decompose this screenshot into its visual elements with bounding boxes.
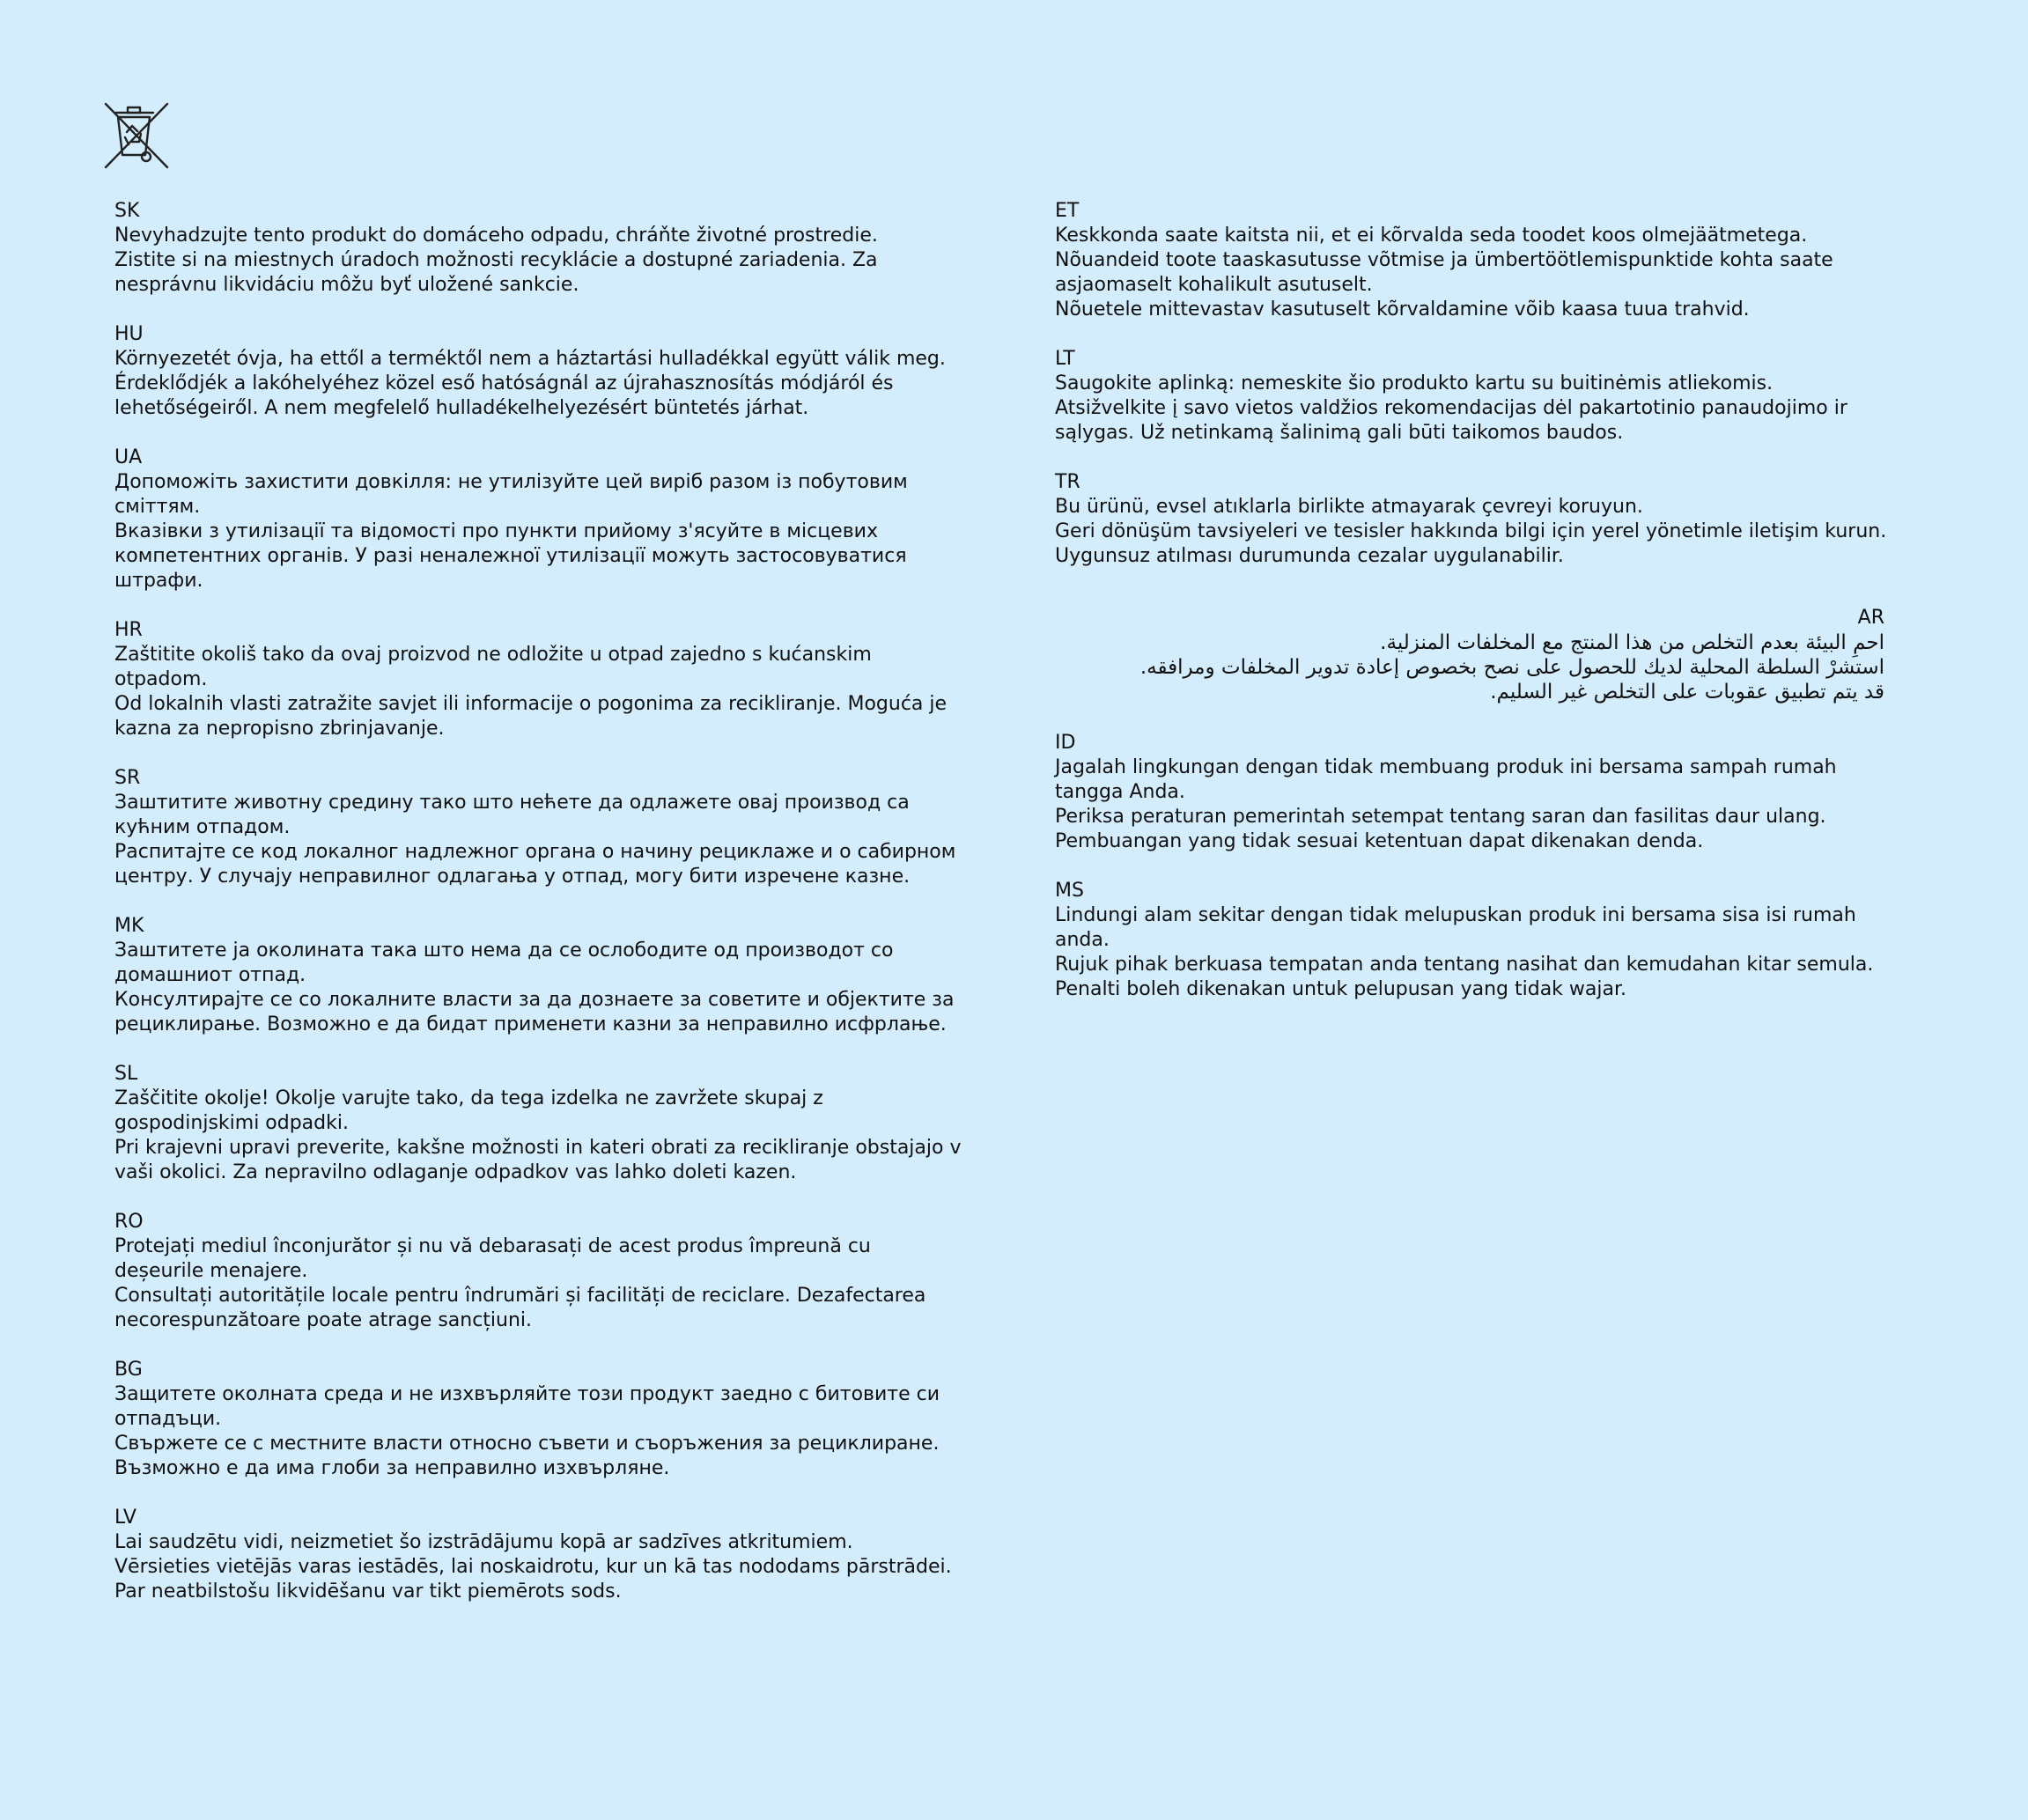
section-tr — [1055, 470, 1900, 569]
text-line: قد يتم تطبيق عقوبات على التخلص غير السليم. — [1490, 681, 1884, 704]
text-line: Érdeklődjék a lakóhelyéhez közel eső hatóságnál az újrahasznosítás módjáról és — [114, 372, 894, 394]
text-line: Saugokite aplinką: nemeskite šio produkto kartu su buitinėmis atliekomis. — [1055, 372, 1774, 394]
text-line: Uygunsuz atılması durumunda cezalar uygulanabilir. — [1055, 545, 1564, 567]
text-line: рециклирање. Возможно е да бидат применети казни за неправилно исфрлање. — [114, 1013, 947, 1035]
text-line: deșeurile menajere. — [114, 1260, 308, 1282]
language-code: TR — [1055, 471, 1080, 493]
text-line: otpadom. — [114, 668, 208, 690]
text-line: Nevyhadzujte tento produkt do domáceho odpadu, chráňte životné prostredie. — [114, 225, 878, 247]
language-code: RO — [114, 1211, 144, 1233]
language-code: ET — [1055, 200, 1080, 222]
text-line: Penalti boleh dikenakan untuk pelupusan yang tidak wajar. — [1055, 978, 1626, 1000]
text-line: Заштитете ја околината така што нема да се ослободите од производот со — [114, 939, 894, 962]
text-line: Защитете околната среда и не изхвърляйте този продукт заедно с битовите си — [114, 1383, 940, 1405]
text-line: домашниот отпад. — [114, 964, 306, 986]
text-line: Pri krajevni upravi preverite, kakšne možnosti in kateri obrati za recikliranje obstajajo v — [114, 1137, 962, 1159]
text-line: Rujuk pihak berkuasa tempatan anda tentang nasihat dan kemudahan kitar semula. — [1055, 954, 1874, 976]
text-line: necorespunzătoare poate atrage sancțiuni. — [114, 1309, 533, 1331]
text-line: Nõuetele mittevastav kasutuselt kõrvaldamine võib kaasa tuua trahvid. — [1055, 298, 1750, 321]
text-line: anda. — [1055, 929, 1110, 951]
language-code: UA — [114, 446, 143, 468]
section-ms — [1055, 879, 1900, 1002]
section-ro — [114, 1210, 995, 1333]
section-mk — [114, 914, 995, 1037]
text-line: Jagalah lingkungan dengan tidak membuang produk ini bersama sampah rumah — [1055, 756, 1837, 778]
language-code: SL — [114, 1063, 138, 1085]
text-line: Свържете се с местните власти относно съвети и съоръжения за рециклиране. — [114, 1433, 940, 1455]
text-line: tangga Anda. — [1055, 781, 1185, 803]
language-code: LV — [114, 1507, 136, 1529]
right-column — [1055, 199, 1900, 1027]
text-line: Консултирајте се со локалните власти за да дознаете за советите и објектите за — [114, 989, 955, 1011]
text-line: Lindungi alam sekitar dengan tidak melupuskan produk ini bersama sisa isi rumah — [1055, 904, 1856, 926]
text-line: Nõuandeid toote taaskasutusse võtmise ja ümbertöötlemispunktide kohta saate — [1055, 249, 1833, 271]
section-hr — [114, 618, 995, 741]
language-code: SK — [114, 200, 140, 222]
text-line: центру. У случају неправилног одлагања у отпад, могу бити изречене казне. — [114, 866, 911, 888]
section-et — [1055, 199, 1900, 322]
text-line: Zistite si na miestnych úradoch možnosti recyklácie a dostupné zariadenia. Za — [114, 249, 878, 271]
language-code: ID — [1055, 732, 1076, 754]
section-sr — [114, 766, 995, 889]
text-line: gospodinjskimi odpadki. — [114, 1112, 349, 1134]
language-code: HR — [114, 619, 143, 641]
text-line: Geri dönüşüm tavsiyeleri ve tesisler hakkında bilgi için yerel yönetimle iletişim kurun. — [1055, 520, 1887, 542]
language-code: MK — [114, 915, 144, 937]
text-line: kazna za nepropisno zbrinjavanje. — [114, 718, 445, 740]
text-line: Bu ürünü, evsel atıklarla birlikte atmayarak çevreyi koruyun. — [1055, 496, 1643, 518]
language-code: SR — [114, 767, 141, 789]
text-line: отпадъци. — [114, 1408, 222, 1430]
text-line: asjaomaselt kohalikult asutuselt. — [1055, 274, 1373, 296]
text-line: Consultați autoritățile locale pentru îndrumări și facilități de reciclare. Dezafectarea — [114, 1285, 926, 1307]
text-line: sąlygas. Už netinkamą šalinimą gali būti taikomos baudos. — [1055, 422, 1624, 444]
section-ar — [1055, 606, 1884, 704]
text-line: Zaščitite okolje! Okolje varujte tako, da tega izdelka ne zavržete skupaj z — [114, 1087, 823, 1109]
text-line: штрафи. — [114, 570, 203, 592]
language-code: AR — [1857, 607, 1884, 629]
text-line: Zaštitite okoliš tako da ovaj proizvod ne odložite u otpad zajedno s kućanskim — [114, 644, 872, 666]
text-line: Periksa peraturan pemerintah setempat tentang saran dan fasilitas daur ulang. — [1055, 806, 1826, 828]
section-hu — [114, 322, 995, 421]
text-line: кућним отпадом. — [114, 816, 291, 838]
text-line: Допоможіть захистити довкілля: не утилізуйте цей виріб разом із побутовим — [114, 471, 908, 493]
text-line: استشرْ السلطة المحلية لديك للحصول على نصح بخصوص إعادة تدوير المخلفات ومرافقه. — [1139, 656, 1884, 679]
text-line: Od lokalnih vlasti zatražite savjet ili informacije o pogonima za recikliranje. Moguća je — [114, 693, 948, 715]
left-column — [114, 199, 995, 1629]
section-sl — [114, 1062, 995, 1185]
section-lt — [1055, 347, 1900, 446]
language-code: MS — [1055, 880, 1084, 902]
text-line: Atsižvelkite į savo vietos valdžios rekomendacijas dėl pakartotinio panaudojimo ir — [1055, 397, 1847, 419]
text-line: Vērsieties vietējās varas iestādēs, lai noskaidrotu, kur un kā tas nododams pārstrādei. — [114, 1556, 952, 1578]
text-line: lehetőségeiről. A nem megfelelő hulladékelhelyezésért büntetés járhat. — [114, 397, 809, 419]
text-line: Вказівки з утилізації та відомості про пункти прийому з'ясуйте в місцевих — [114, 520, 878, 542]
text-line: Keskkonda saate kaitsta nii, et ei kõrvalda seda toodet koos olmejäätmetega. — [1055, 225, 1808, 247]
section-ua — [114, 446, 995, 593]
language-code: HU — [114, 323, 144, 345]
text-line: Lai saudzētu vidi, neizmetiet šo izstrādājumu kopā ar sadzīves atkritumiem. — [114, 1531, 853, 1553]
text-line: компетентних органів. У разі неналежної утилізації можуть застосовуватися — [114, 545, 907, 567]
text-line: nesprávnu likvidáciu môžu byť uložené sankcie. — [114, 274, 579, 296]
section-lv — [114, 1506, 995, 1604]
crossed-out-wheelie-bin-icon — [102, 100, 173, 171]
text-line: Распитајте се код локалног надлежног органа о начину рециклаже и о сабирном — [114, 841, 956, 863]
text-line: Környezetét óvja, ha ettől a terméktől nem a háztartási hulladékkal együtt válik meg. — [114, 348, 946, 370]
language-code: LT — [1055, 348, 1075, 370]
section-sk — [114, 199, 995, 298]
text-line: Protejați mediul înconjurător și nu vă debarasați de acest produs împreună cu — [114, 1235, 871, 1257]
text-line: сміттям. — [114, 496, 201, 518]
language-code: BG — [114, 1359, 143, 1381]
section-bg — [114, 1358, 995, 1481]
text-line: Заштитите животну средину тако што нећете да одлажете овај производ са — [114, 792, 910, 814]
text-line: Pembuangan yang tidak sesuai ketentuan dapat dikenakan denda. — [1055, 830, 1704, 852]
text-line: vaši okolici. Za nepravilno odlaganje odpadkov vas lahko doleti kazen. — [114, 1161, 797, 1183]
section-id — [1055, 731, 1900, 854]
text-line: Възможно е да има глоби за неправилно изхвърляне. — [114, 1457, 670, 1479]
text-line: احمِ البيئة بعدم التخلص من هذا المنتج مع المخلفات المنزلية. — [1380, 631, 1884, 654]
text-line: Par neatbilstošu likvidēšanu var tikt piemērots sods. — [114, 1581, 622, 1603]
